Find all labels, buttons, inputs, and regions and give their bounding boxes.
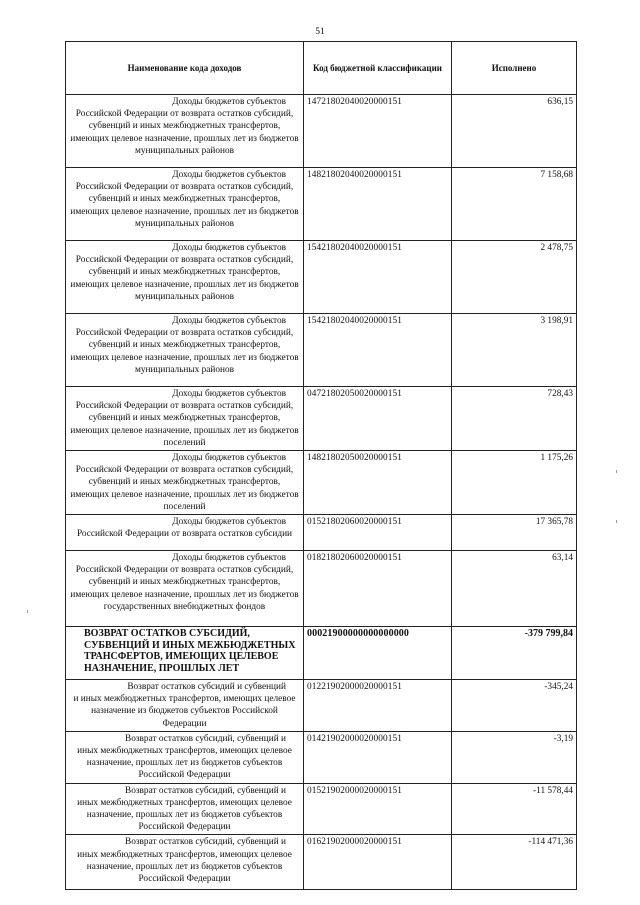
budget-code-cell: 01821802060020000151 — [304, 551, 452, 627]
income-name-text: Российской Федерации от возврата остатков субсидий, субвенций и иных межбюджетных трансфертов, имеющих целевое назначение, прошлых лет из бюджетов муниципальных районов — [70, 255, 299, 302]
income-name-text: Российской Федерации от возврата остатков субсидий, субвенций и иных межбюджетных трансфертов, имеющих целевое назначение, прошлых лет из бюджетов муниципальных районов — [70, 109, 299, 156]
income-name-cell — [66, 627, 304, 680]
income-name-text: иных межбюджетных трансфертов, имеющих целевое назначение, прошлых лет из бюджетов субъектов Российской Федерации — [77, 849, 292, 885]
table-row — [66, 451, 577, 515]
income-name-first-line: Доходы бюджетов субъектов — [172, 389, 286, 399]
budget-code-cell: 14721802040020000151 — [304, 95, 452, 168]
income-name-first-line: Доходы бюджетов субъектов — [172, 243, 286, 253]
income-name-first-line: Возврат остатков субсидий, субвенций и — [125, 837, 286, 848]
table-row — [66, 168, 577, 241]
income-name-first-line: Возврат остатков субсидий, субвенций и — [125, 785, 286, 796]
income-name-first-line: Доходы бюджетов субъектов — [172, 97, 286, 107]
income-name-first-line: Возврат остатков субсидий, субвенций и — [125, 733, 286, 744]
income-name-text: иных межбюджетных трансфертов, имеющих целевое назначение, прошлых лет из бюджетов субъектов Российской Федерации — [77, 746, 292, 781]
income-name-first-line: Доходы бюджетов субъектов — [172, 553, 286, 564]
income-name-first-line: Доходы бюджетов субъектов — [172, 517, 286, 528]
income-name-cell — [66, 731, 304, 783]
executed-amount-cell: -345,24 — [452, 680, 577, 732]
income-name-text: ВОЗВРАТ ОСТАТКОВ СУБСИДИЙ, СУБВЕНЦИЙ И ИНЫХ МЕЖБЮДЖЕТНЫХ ТРАНСФЕРТОВ, ИМЕЮЩИХ ЦЕЛЕВОЕ НАЗНАЧЕНИЕ, ПРОШЛЫХ ЛЕТ — [84, 628, 296, 674]
income-name-first-line: Доходы бюджетов субъектов — [172, 316, 286, 326]
income-name-text: Российской Федерации от возврата остатков субсидий, субвенций и иных межбюджетных трансфертов, имеющих целевое назначение, прошлых лет из бюджетов муниципальных районов — [70, 328, 299, 375]
budget-code-cell: 15421802040020000151 — [304, 314, 452, 387]
budget-code-cell: 15421802040020000151 — [304, 241, 452, 314]
scan-artifact — [616, 470, 617, 473]
table-row — [66, 731, 577, 783]
budget-code-cell: 01421902000020000151 — [304, 731, 452, 783]
income-name-cell — [66, 387, 304, 451]
table-header-row — [66, 42, 577, 95]
income-name-text: Российской Федерации от возврата остатков субсидий, субвенций и иных межбюджетных трансфертов, имеющих целевое назначение, прошлых лет из бюджетов муниципальных районов — [70, 182, 299, 229]
budget-code-cell: 01621902000020000151 — [304, 835, 452, 890]
income-name-text: Российской Федерации от возврата остатков субсидий, субвенций и иных межбюджетных трансфертов, имеющих целевое назначение, прошлых лет из бюджетов поселений — [70, 465, 299, 512]
income-name-text: иных межбюджетных трансфертов, имеющих целевое назначение, прошлых лет из бюджетов субъектов Российской Федерации — [77, 797, 292, 833]
income-name-cell — [66, 515, 304, 551]
revenue-table — [65, 41, 577, 890]
income-name-cell — [66, 314, 304, 387]
income-name-text: и иных межбюджетных трансфертов, имеющих целевое назначение из бюджетов субъектов Российской Федерации — [73, 694, 296, 729]
income-name-first-line: Доходы бюджетов субъектов — [172, 453, 286, 464]
budget-code-cell: 14821802040020000151 — [304, 168, 452, 241]
table-row — [66, 783, 577, 835]
income-name-cell — [66, 451, 304, 515]
executed-amount-cell: 63,14 — [452, 551, 577, 627]
income-name-text: Российской Федерации от возврата остатков субсидии — [76, 529, 293, 540]
executed-amount-cell: -114 471,36 — [452, 835, 577, 890]
executed-amount-cell: 636,15 — [452, 95, 577, 168]
table-row — [66, 95, 577, 168]
income-name-cell — [66, 835, 304, 890]
header-code: Код бюджетной классификации — [304, 42, 452, 95]
executed-amount-cell: -11 578,44 — [452, 783, 577, 835]
budget-code-cell: 01521902000020000151 — [304, 783, 452, 835]
page-number: 51 — [315, 27, 325, 37]
table-row — [66, 680, 577, 732]
table-row — [66, 241, 577, 314]
scan-artifact — [27, 610, 28, 613]
executed-amount-cell: 17 365,78 — [452, 515, 577, 551]
header-name: Наименование кода доходов — [66, 42, 304, 95]
table-row — [66, 627, 577, 680]
executed-amount-cell: 1 175,26 — [452, 451, 577, 515]
budget-code-cell: 01221902000020000151 — [304, 680, 452, 732]
income-name-cell — [66, 241, 304, 314]
budget-code-cell: 14821802050020000151 — [304, 451, 452, 515]
income-name-cell — [66, 680, 304, 732]
income-name-cell — [66, 551, 304, 627]
executed-amount-cell: -3,19 — [452, 731, 577, 783]
executed-amount-cell: 2 478,75 — [452, 241, 577, 314]
income-name-cell — [66, 168, 304, 241]
income-name-first-line: Доходы бюджетов субъектов — [172, 170, 286, 180]
table-row — [66, 551, 577, 627]
income-name-cell — [66, 783, 304, 835]
income-name-text: Российской Федерации от возврата остатков субсидий, субвенций и иных межбюджетных трансфертов, имеющих целевое назначение, прошлых лет из бюджетов поселений — [70, 401, 299, 448]
table-row — [66, 835, 577, 890]
income-name-text: Российской Федерации от возврата остатков субсидий, субвенций и иных межбюджетных трансфертов, имеющих целевое назначение, прошлых лет из бюджетов государственных внебюджетных фондов — [70, 565, 299, 612]
executed-amount-cell: 7 158,68 — [452, 168, 577, 241]
table-row — [66, 314, 577, 387]
income-name-first-line: Возврат остатков субсидий и субвенций — [127, 682, 286, 693]
executed-amount-cell: 728,43 — [452, 387, 577, 451]
budget-code-cell: 04721802050020000151 — [304, 387, 452, 451]
executed-amount-cell: 3 198,91 — [452, 314, 577, 387]
table-row — [66, 515, 577, 551]
header-executed: Исполнено — [452, 42, 577, 95]
budget-code-cell: 00021900000000000000 — [304, 627, 452, 680]
income-name-cell — [66, 95, 304, 168]
executed-amount-cell: -379 799,84 — [452, 627, 577, 680]
table-row — [66, 387, 577, 451]
budget-code-cell: 01521802060020000151 — [304, 515, 452, 551]
scan-artifact — [616, 520, 617, 523]
